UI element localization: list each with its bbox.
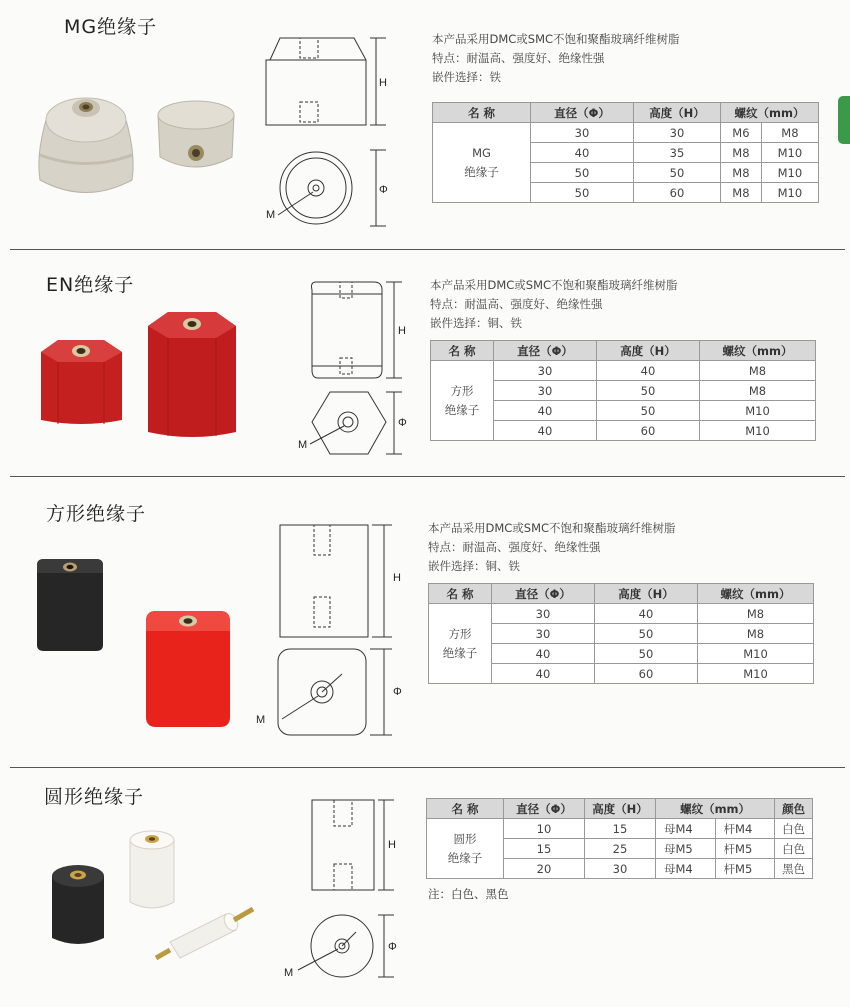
mg-section <box>0 0 850 250</box>
dim-h-label: H <box>393 572 401 584</box>
column-header: 名 称 <box>427 799 504 819</box>
en-section <box>0 250 850 476</box>
product-name-cell: 方形 绝缘子 <box>431 361 494 441</box>
table-cell: 母M4 <box>656 859 716 879</box>
section-title: 圆形绝缘子 <box>44 786 145 808</box>
dim-m-label: M <box>256 714 266 726</box>
table-cell: 30 <box>585 859 656 879</box>
product-name-cell: MG 绝缘子 <box>433 123 531 203</box>
table-cell: M8 <box>700 361 816 381</box>
table-cell: 50 <box>634 163 721 183</box>
table-cell: M8 <box>700 381 816 401</box>
table-cell: 母M4 <box>656 819 716 839</box>
dim-h-label: H <box>388 839 396 851</box>
product-name-cell: 方形 绝缘子 <box>429 604 492 684</box>
table-cell: M8 <box>698 624 814 644</box>
desc-line: 特点：耐温高、强度好、绝缘性强 <box>430 297 603 311</box>
table-cell: M8 <box>698 604 814 624</box>
table-cell: 40 <box>595 604 698 624</box>
section-title: 方形绝缘子 <box>46 503 147 525</box>
table-cell: 10 <box>504 819 585 839</box>
column-header: 直径（Φ） <box>531 103 634 123</box>
desc-line: 本产品采用DMC或SMC不饱和聚酯玻璃纤维树脂 <box>428 521 676 535</box>
mg-technical-drawing <box>258 30 403 235</box>
dim-phi-label: Φ <box>388 941 397 953</box>
spec-table <box>432 102 819 203</box>
round-technical-drawing <box>278 798 418 1003</box>
table-cell: M8 <box>761 123 818 143</box>
table-cell: M10 <box>698 664 814 684</box>
table-cell: M10 <box>698 644 814 664</box>
square-section <box>0 477 850 767</box>
en-insulator-photo-small <box>36 332 126 432</box>
table-cell: M8 <box>721 183 762 203</box>
column-header: 颜色 <box>775 799 813 819</box>
dim-phi-label: Φ <box>379 184 388 196</box>
table-cell: 40 <box>492 664 595 684</box>
table-cell: M10 <box>761 183 818 203</box>
column-header: 名 称 <box>431 341 494 361</box>
desc-line: 嵌件选择：铜、铁 <box>430 316 522 330</box>
table-cell: 50 <box>595 644 698 664</box>
table-cell: 50 <box>531 163 634 183</box>
table-cell: 15 <box>504 839 585 859</box>
en-technical-drawing <box>290 276 420 476</box>
spec-table <box>430 340 816 441</box>
column-header: 螺纹（mm） <box>721 103 819 123</box>
section-title: EN绝缘子 <box>46 274 135 296</box>
table-cell: 35 <box>634 143 721 163</box>
column-header: 高度（H） <box>634 103 721 123</box>
table-cell: 黑色 <box>775 859 813 879</box>
column-header: 名 称 <box>429 584 492 604</box>
table-cell: 60 <box>634 183 721 203</box>
table-cell: 40 <box>492 644 595 664</box>
table-cell: 30 <box>634 123 721 143</box>
square-insulator-photo-black <box>34 555 106 655</box>
mg-insulator-photo-small <box>150 95 240 180</box>
table-cell: 杆M5 <box>715 839 775 859</box>
round-insulators-photo <box>48 820 263 970</box>
square-technical-drawing <box>250 519 410 749</box>
table-cell: 30 <box>494 381 597 401</box>
dim-h-label: H <box>379 77 387 89</box>
desc-line: 嵌件选择：铜、铁 <box>428 559 520 573</box>
table-cell: 50 <box>597 381 700 401</box>
column-header: 螺纹（mm） <box>700 341 816 361</box>
desc-line: 嵌件选择：铁 <box>432 70 501 84</box>
product-name-cell: 圆形 绝缘子 <box>427 819 504 879</box>
en-insulator-photo-large <box>144 308 240 443</box>
section-title: MG绝缘子 <box>64 16 158 38</box>
column-header: 直径（Φ） <box>492 584 595 604</box>
table-cell: 30 <box>531 123 634 143</box>
table-cell: M10 <box>761 163 818 183</box>
table-cell: 40 <box>597 361 700 381</box>
table-cell: 40 <box>531 143 634 163</box>
desc-line: 本产品采用DMC或SMC不饱和聚酯玻璃纤维树脂 <box>432 32 680 46</box>
round-section <box>0 768 850 1007</box>
column-header: 螺纹（mm） <box>656 799 775 819</box>
table-cell: M10 <box>700 401 816 421</box>
column-header: 直径（Φ） <box>504 799 585 819</box>
table-cell: 50 <box>531 183 634 203</box>
table-row <box>429 604 814 624</box>
table-cell: 40 <box>494 401 597 421</box>
column-header: 螺纹（mm） <box>698 584 814 604</box>
table-row <box>431 361 816 381</box>
dim-m-label: M <box>298 439 308 451</box>
table-cell: 30 <box>494 361 597 381</box>
desc-line: 本产品采用DMC或SMC不饱和聚酯玻璃纤维树脂 <box>430 278 678 292</box>
table-cell: 30 <box>492 604 595 624</box>
table-cell: 母M5 <box>656 839 716 859</box>
square-insulator-photo-red <box>142 607 234 731</box>
table-cell: 50 <box>597 401 700 421</box>
table-cell: 杆M4 <box>715 819 775 839</box>
table-cell: M6 <box>721 123 762 143</box>
spec-table <box>428 583 814 684</box>
table-cell: 20 <box>504 859 585 879</box>
dim-phi-label: Φ <box>398 417 407 429</box>
column-header: 高度（H） <box>597 341 700 361</box>
column-header: 直径（Φ） <box>494 341 597 361</box>
table-cell: M10 <box>761 143 818 163</box>
spec-table <box>426 798 813 879</box>
dim-m-label: M <box>284 967 294 979</box>
table-cell: 25 <box>585 839 656 859</box>
table-cell: 30 <box>492 624 595 644</box>
table-cell: 60 <box>595 664 698 684</box>
table-cell: 60 <box>597 421 700 441</box>
table-cell: 白色 <box>775 839 813 859</box>
dim-m-label: M <box>266 209 276 221</box>
table-cell: 15 <box>585 819 656 839</box>
table-cell: 杆M5 <box>715 859 775 879</box>
column-header: 高度（H） <box>595 584 698 604</box>
table-row <box>427 819 813 839</box>
mg-insulator-photo-large <box>26 80 146 210</box>
product-description <box>430 276 678 333</box>
color-note: 注：白色、黑色 <box>428 887 509 901</box>
dim-phi-label: Φ <box>393 686 402 698</box>
column-header: 名 称 <box>433 103 531 123</box>
desc-line: 特点：耐温高、强度好、绝缘性强 <box>432 51 605 65</box>
table-cell: 50 <box>595 624 698 644</box>
table-cell: M10 <box>700 421 816 441</box>
product-description <box>428 519 676 576</box>
table-cell: M8 <box>721 143 762 163</box>
dim-h-label: H <box>398 325 406 337</box>
product-description <box>432 30 680 87</box>
table-cell: 40 <box>494 421 597 441</box>
table-cell: 白色 <box>775 819 813 839</box>
column-header: 高度（H） <box>585 799 656 819</box>
desc-line: 特点：耐温高、强度好、绝缘性强 <box>428 540 601 554</box>
table-cell: M8 <box>721 163 762 183</box>
table-row <box>433 123 819 143</box>
